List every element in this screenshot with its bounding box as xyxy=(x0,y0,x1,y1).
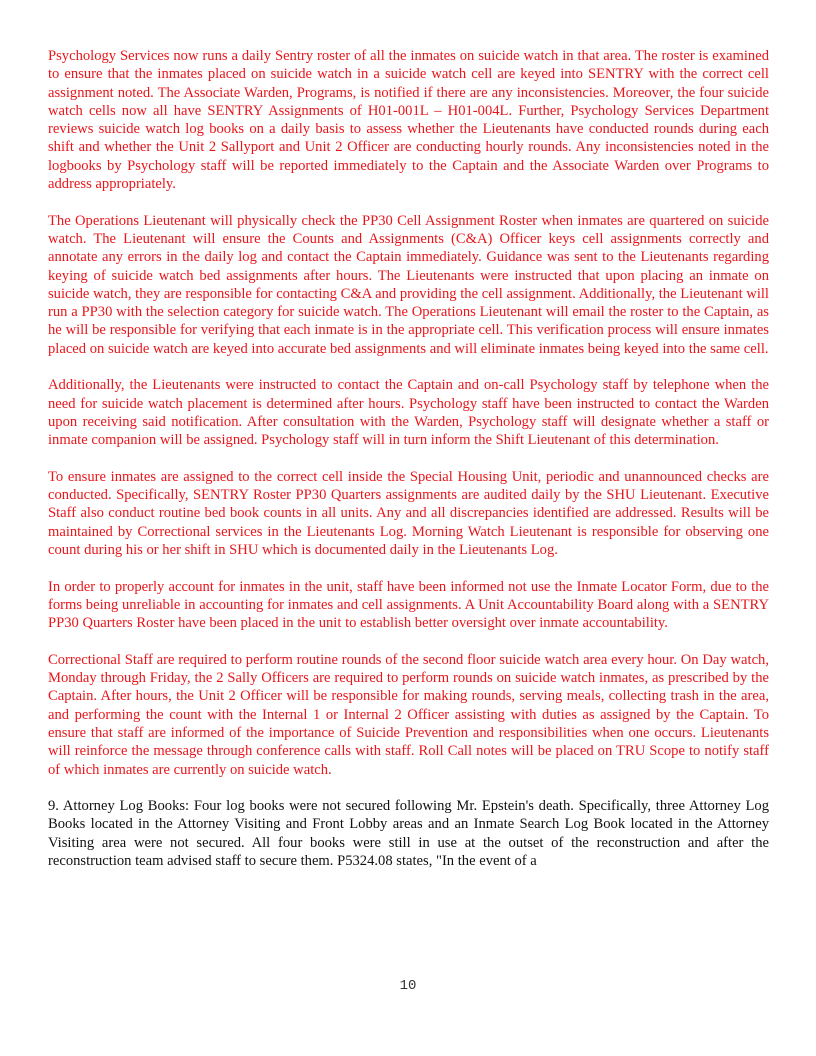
paragraph-operations-lieutenant: The Operations Lieutenant will physically check the PP30 Cell Assignment Roster when inmates are quartered on suicide watch. The Lieutenant will ensure the Counts and Assignments (C&A) Officer keys cell assignments correctly and annotate any errors in the daily log and contact the Captain immediately. Guidance was sent to the Lieutenants regarding keying of suicide watch bed assignments after hours. The Lieutenants were instructed that upon placing an inmate on suicide watch, they are responsible for contacting C&A and providing the cell assignment. Additionally, the Lieutenant will run a PP30 with the selection category for suicide watch. The Operations Lieutenant will email the roster to the Captain, as he will be responsible for verifying that each inmate is in the appropriate cell. This verification process will ensure inmates placed on suicide watch are keyed into accurate bed assignments and will eliminate inmates being keyed into the same cell. xyxy=(48,212,769,357)
paragraph-psychology-sentry-roster: Psychology Services now runs a daily Sentry roster of all the inmates on suicide watch in that area. The roster is examined to ensure that the inmates placed on suicide watch in a suicide watch cell are keyed into SENTRY with the correct cell assignment noted. The Associate Warden, Programs, is notified if there are any inconsistencies. Moreover, the four suicide watch cells now all have SENTRY Assignments of H01-001L – H01-004L. Further, Psychology Services Department reviews suicide watch log books on a daily basis to assess whether the Lieutenants have conducted rounds during each shift and whether the Unit 2 Sallyport and Unit 2 Officer are conducting hourly rounds. Any inconsistencies noted in the logbooks by Psychology staff will be reported immediately to the Captain and the Associate Warden over Programs to address appropriately. xyxy=(48,48,769,193)
paragraph-after-hours-contact: Additionally, the Lieutenants were instructed to contact the Captain and on-call Psychology staff by telephone when the need for suicide watch placement is determined after hours. Psychology staff have been instructed to contact the Warden upon receiving said notification. After consultation with the Warden, Psychology staff will designate whether a staff or inmate companion will be assigned. Psychology staff will in turn inform the Shift Lieutenant of this determination. xyxy=(48,377,769,449)
paragraph-attorney-log-books: 9. Attorney Log Books: Four log books were not secured following Mr. Epstein's death. Specifically, three Attorney Log Books located in the Attorney Visiting and Front Lobby areas and an Inmate Search Log Book located in the Attorney Visiting area were not secured. All four books were still in use at the outset of the reconstruction and after the reconstruction team advised staff to secure them. P5324.08 states, "In the event of a xyxy=(48,798,769,870)
paragraph-unit-accountability: In order to properly account for inmates in the unit, staff have been informed not use the Inmate Locator Form, due to the forms being unreliable in accounting for inmates and cell assignments. A Unit Accountability Board along with a SENTRY PP30 Quarters Roster have been placed in the unit to establish better oversight over inmate accountability. xyxy=(48,578,769,632)
paragraph-correctional-rounds: Correctional Staff are required to perform routine rounds of the second floor suicide watch area every hour. On Day watch, Monday through Friday, the 2 Sally Officers are required to perform rounds on suicide watch inmates, as prescribed by the Captain. After hours, the Unit 2 Officer will be responsible for making rounds, serving meals, collecting trash in the area, and performing the count with the Internal 1 or Internal 2 Officer assisting with duties as assigned by the Captain. To ensure that staff are informed of the importance of Suicide Prevention and responsibilities when one occurs. Lieutenants will reinforce the message through conference calls with staff. Roll Call notes will be placed on TRU Scope to notify staff of which inmates are currently on suicide watch. xyxy=(48,651,769,778)
document-page xyxy=(48,47,769,889)
paragraph-shu-cell-checks: To ensure inmates are assigned to the correct cell inside the Special Housing Unit, periodic and unannounced checks are conducted. Specifically, SENTRY Roster PP30 Quarters assignments are audited daily by the SHU Lieutenant. Executive Staff also conduct routine bed book counts in all units. Any and all discrepancies identified are addressed. Results will be maintained by Correctional services in the Lieutenants Log. Morning Watch Lieutenant is responsible for observing one count during his or her shift in SHU which is documented daily in the Lieutenants Log. xyxy=(48,468,769,559)
page-number: 10 xyxy=(399,978,417,994)
